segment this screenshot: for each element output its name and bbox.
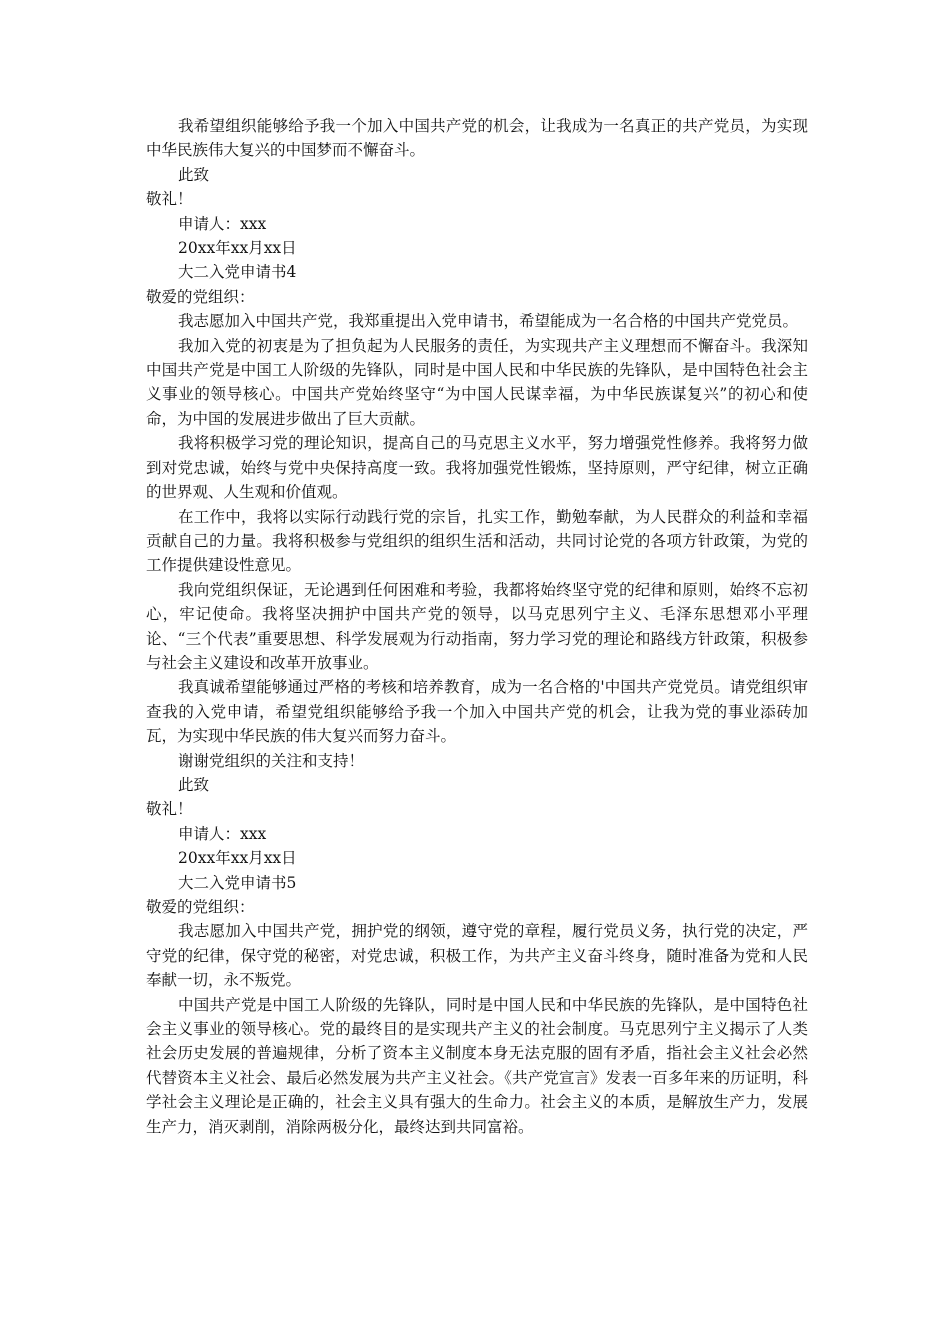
closing-salutation: 此致 bbox=[178, 165, 210, 184]
paragraph: 在工作中，我将以实际行动践行党的宗旨，扎实工作，勤勉奉献，为人民群众的利益和幸福贡献自己的力量。我将积极参与党组织的组织生活和活动，共同讨论党的各项方针政策，为党的工作提供建设性意见。 bbox=[146, 507, 808, 575]
document-body bbox=[146, 114, 808, 1139]
paragraph: 中国共产党是中国工人阶级的先锋队，同时是中国人民和中华民族的先锋队，是中国特色社会主义事业的领导核心。党的最终目的是实现共产主义的社会制度。马克思列宁主义揭示了人类社会历史发展的普遍规律，分析了资本主义制度本身无法克服的固有矛盾，指社会主义社会必然代替资本主义社会、最后必然发展为共产主义社会。《共产党宣言》发表一百多年来的历证明，科学社会主义理论是正确的，社会主义具有强大的生命力。社会主义的本质，是解放生产力，发展生产力，消灭剥削，消除两极分化，最终达到共同富裕。 bbox=[146, 995, 808, 1136]
closing-regards: 敬礼！ bbox=[146, 190, 193, 209]
paragraph: 我志愿加入中国共产党，拥护党的纲领，遵守党的章程，履行党员义务，执行党的决定，严守党的纪律，保守党的秘密，对党忠诚，积极工作，为共产主义奋斗终身，随时准备为党和人民奉献一切，永不叛党。 bbox=[146, 922, 808, 990]
thanks-line: 谢谢党组织的关注和支持！ bbox=[178, 751, 365, 770]
paragraph: 我志愿加入中国共产党，我郑重提出入党申请书，希望能成为一名合格的中国共产党党员。 bbox=[178, 312, 799, 331]
greeting: 敬爱的党组织： bbox=[146, 287, 255, 306]
applicant-line: 申请人：xxx bbox=[178, 824, 267, 843]
date-line: 20xx年xx月xx日 bbox=[178, 849, 297, 868]
section-title: 大二入党申请书4 bbox=[178, 263, 297, 282]
paragraph: 我将积极学习党的理论知识，提高自己的马克思主义水平，努力增强党性修养。我将努力做到对党忠诚，始终与党中央保持高度一致。我将加强党性锻炼，坚持原则，严守纪律，树立正确的世界观、人生观和价值观。 bbox=[146, 434, 808, 502]
paragraph: 我向党组织保证，无论遇到任何困难和考验，我都将始终坚守党的纪律和原则，始终不忘初心，牢记使命。我将坚决拥护中国共产党的领导，以马克思列宁主义、毛泽东思想邓小平理论、“三个代表”重要思想、科学发展观为行动指南，努力学习党的理论和路线方针政策，积极参与社会主义建设和改革开放事业。 bbox=[146, 580, 808, 672]
paragraph: 我希望组织能够给予我一个加入中国共产党的机会，让我成为一名真正的共产党员，为实现中华民族伟大复兴的中国梦而不懈奋斗。 bbox=[146, 117, 808, 160]
closing-regards: 敬礼！ bbox=[146, 800, 193, 819]
greeting: 敬爱的党组织： bbox=[146, 898, 255, 916]
applicant-line: 申请人：xxx bbox=[178, 214, 267, 233]
paragraph: 我真诚希望能够通过严格的考核和培养教育，成为一名合格的'中国共产党党员。请党组织审查我的入党申请，希望党组织能够给予我一个加入中国共产党的机会，让我为党的事业添砖加瓦，为实现中华民族的伟大复兴而努力奋斗。 bbox=[146, 678, 808, 746]
paragraph: 我加入党的初衷是为了担负起为人民服务的责任，为实现共产主义理想而不懈奋斗。我深知中国共产党是中国工人阶级的先锋队，同时是中国人民和中华民族的先锋队，是中国特色社会主义事业的领导核心。中国共产党始终坚守“为中国人民谋幸福，为中华民族谋复兴”的初心和使命，为中国的发展进步做出了巨大贡献。 bbox=[146, 336, 808, 428]
date-line: 20xx年xx月xx日 bbox=[178, 239, 297, 258]
section-title: 大二入党申请书5 bbox=[178, 873, 297, 892]
closing-salutation: 此致 bbox=[178, 775, 210, 794]
